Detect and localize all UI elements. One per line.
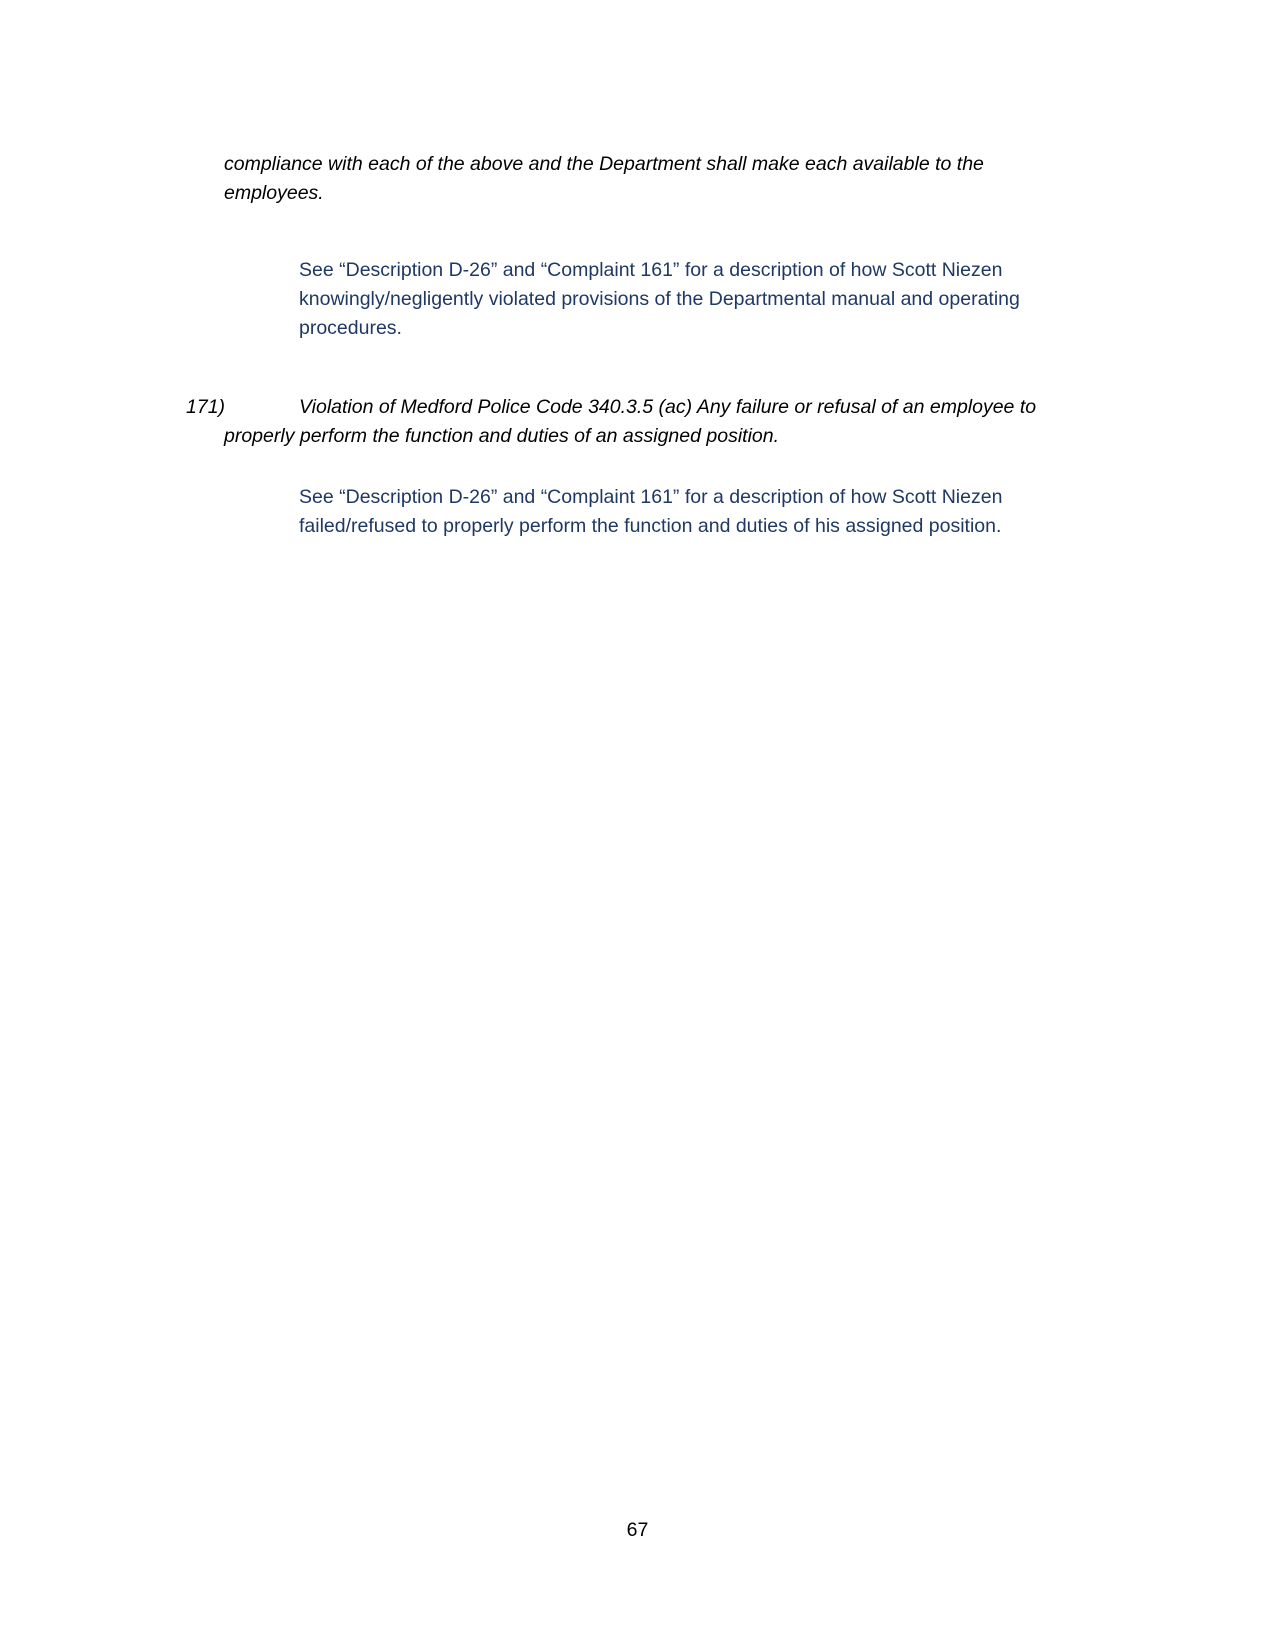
item-171-number: 171) (186, 396, 226, 418)
note-170-line-1: See “Description D-26” and “Complaint 161” for a description of how Scott Niezen (299, 259, 1003, 281)
paragraph-170-tail-line-2: employees. (224, 182, 324, 204)
item-171-line-1: Violation of Medford Police Code 340.3.5 (ac) Any failure or refusal of an employee to (299, 396, 1037, 418)
paragraph-170-tail-line-1: compliance with each of the above and the Department shall make each available to the (224, 153, 984, 175)
note-171-line-1: See “Description D-26” and “Complaint 161” for a description of how Scott Niezen (299, 486, 1003, 508)
item-171-line-2: properly perform the function and duties of an assigned position. (224, 425, 780, 447)
note-170-line-3: procedures. (299, 317, 402, 339)
page-number: 67 (626, 1519, 649, 1541)
note-170-line-2: knowingly/negligently violated provisions of the Departmental manual and operating (299, 288, 1020, 310)
note-171-line-2: failed/refused to properly perform the function and duties of his assigned position. (299, 515, 1002, 537)
